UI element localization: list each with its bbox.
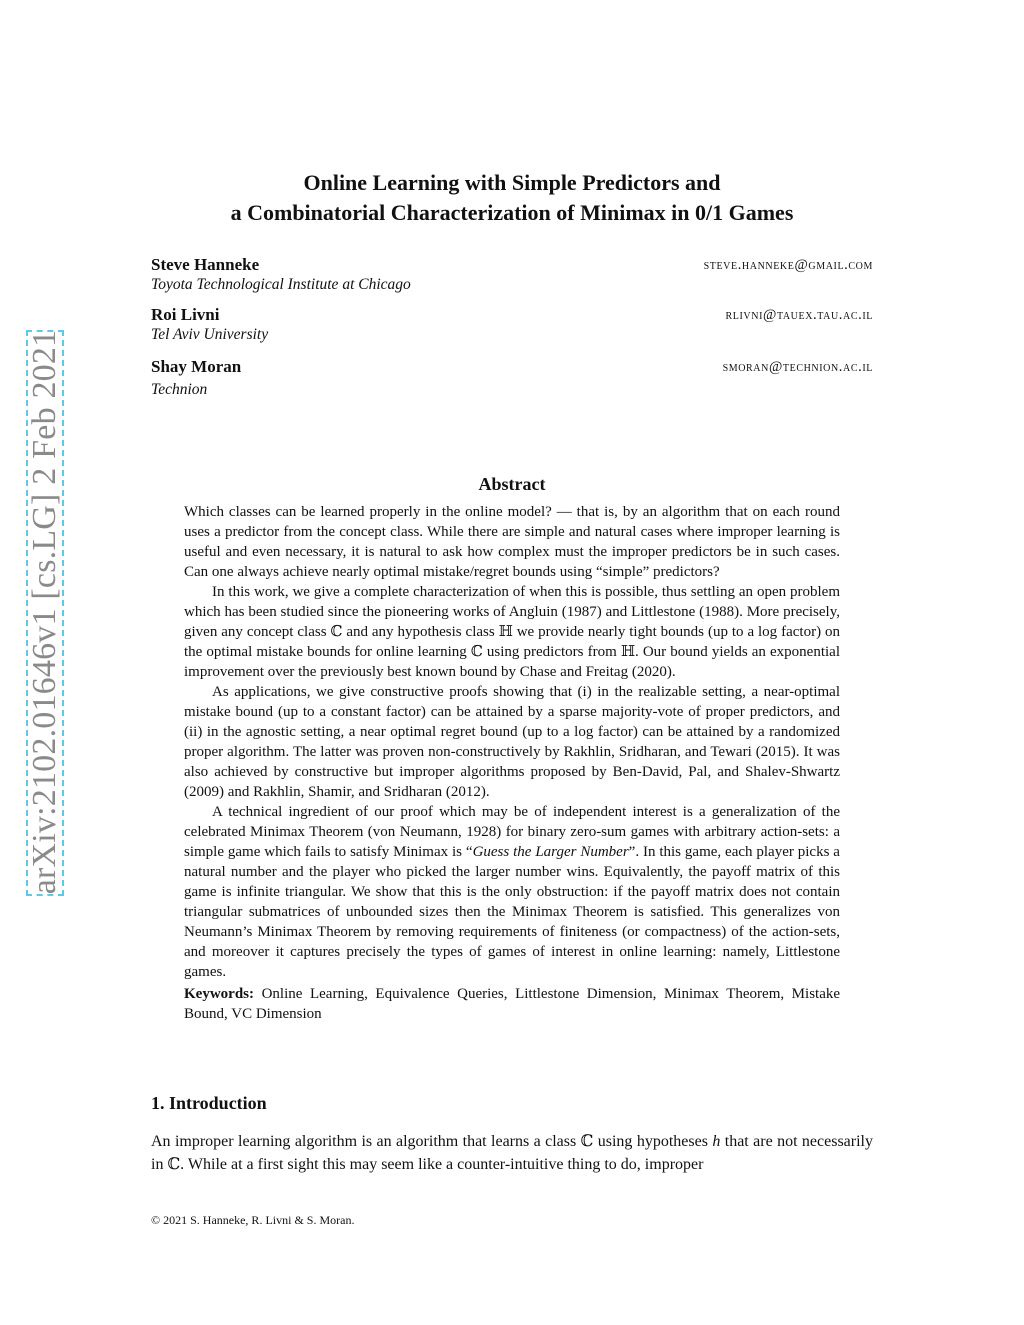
section-heading: 1. Introduction [151, 1093, 267, 1113]
author-email[interactable]: steve.hanneke@gmail.com [703, 257, 873, 273]
abstract-paragraph: As applications, we give constructive proofs showing that (i) in the realizable setting, a near-optimal mistake bound (up to a constant factor) can be attained by a sparse majority-vote of proper predictors, and (ii) in the agnostic setting, a near optimal regret bound (up to a log factor) can be attained by a randomized proper algorithm. The latter was proven non-constructively by Rakhlin, Sridharan, and Tewari (2015). It was also achieved by constructive but improper algorithms proposed by Ben-David, Pal, and Shalev-Shwartz (2009) and Rakhlin, Shamir, and Sridharan (2012). [184, 684, 840, 800]
author-name: Shay Moran [151, 357, 242, 376]
author-name: Steve Hanneke [151, 255, 260, 274]
author-email[interactable]: smoran@technion.ac.il [722, 359, 873, 375]
intro-text: An improper learning algorithm is an algorithm that learns a class ℂ using hypotheses [151, 1133, 713, 1150]
abstract-text: A technical ingredient of our proof which may be of independent interest is a generalization of the celebrated Minimax Theorem (von Neumann, 1928) for binary zero-sum games with arbitrary action-sets: a simple game which fails to satisfy Minimax is “ [184, 804, 840, 860]
keywords-label: Keywords: [184, 986, 254, 1002]
abstract-paragraph: In this work, we give a complete characterization of when this is possible, thus settling an open problem which has been studied since the pioneering works of Angluin (1987) and Littlestone (1988). More precisely, given any concept class ℂ and any hypothesis class ℍ we provide nearly tight bounds (up to a log factor) on the optimal mistake bounds for online learning ℂ using predictors from ℍ. Our bound yields an exponential improvement over the previously best known bound by Chase and Freitag (2020). [184, 584, 840, 680]
keywords-list: Online Learning, Equivalence Queries, Littlestone Dimension, Minimax Theorem, Mistake Bound, VC Dimension [184, 986, 841, 1022]
paper-title-line-2: a Combinatorial Characterization of Minimax in 0/1 Games [230, 200, 794, 225]
author-name: Roi Livni [151, 305, 220, 324]
paper-title-line-1: Online Learning with Simple Predictors and [303, 170, 721, 195]
abstract-paragraph [184, 802, 840, 982]
author-affiliation: Toyota Technological Institute at Chicago [151, 276, 411, 293]
abstract-heading: Abstract [478, 474, 546, 494]
copyright-footer: © 2021 S. Hanneke, R. Livni & S. Moran. [151, 1213, 355, 1227]
keywords [184, 984, 840, 1024]
author-affiliation: Tel Aviv University [151, 326, 269, 343]
abstract-body [184, 502, 840, 1024]
game-name: Guess the Larger Number [472, 844, 629, 860]
abstract-paragraph: Which classes can be learned properly in the online model? — that is, by an algorithm that on each round uses a predictor from the concept class. While there are simple and natural cases where improper learning is useful and even necessary, it is natural to ask how complex must the improper predictors be in such cases. Can one always achieve nearly optimal mistake/regret bounds using “simple” predictors? [184, 504, 840, 580]
author-email[interactable]: rlivni@tauex.tau.ac.il [725, 307, 873, 323]
abstract-text: ”. In this game, each player picks a natural number and the player who picked the larger number wins. Equivalently, the payoff matrix of this game is infinite triangular. We show that this is the only obstruction: if the payoff matrix does not contain triangular submatrices of unbounded sizes then the Minimax Theorem is satisfied. This generalizes von Neumann’s Minimax Theorem by removing requirements of finiteness (or compactness) of the action-sets, and moreover it captures precisely the types of games of interest in online learning: namely, Littlestone games. [184, 844, 840, 980]
intro-text: that are not necessarily in ℂ. While at a first sight this may seem like a counter-intuitive thing to do, improper [151, 1133, 873, 1173]
arxiv-identifier[interactable]: arXiv:2102.01646v1 [cs.LG] 2 Feb 2021 [26, 329, 63, 895]
section-text [151, 1130, 873, 1176]
author-affiliation: Technion [151, 381, 208, 398]
math-variable: h [712, 1133, 721, 1150]
